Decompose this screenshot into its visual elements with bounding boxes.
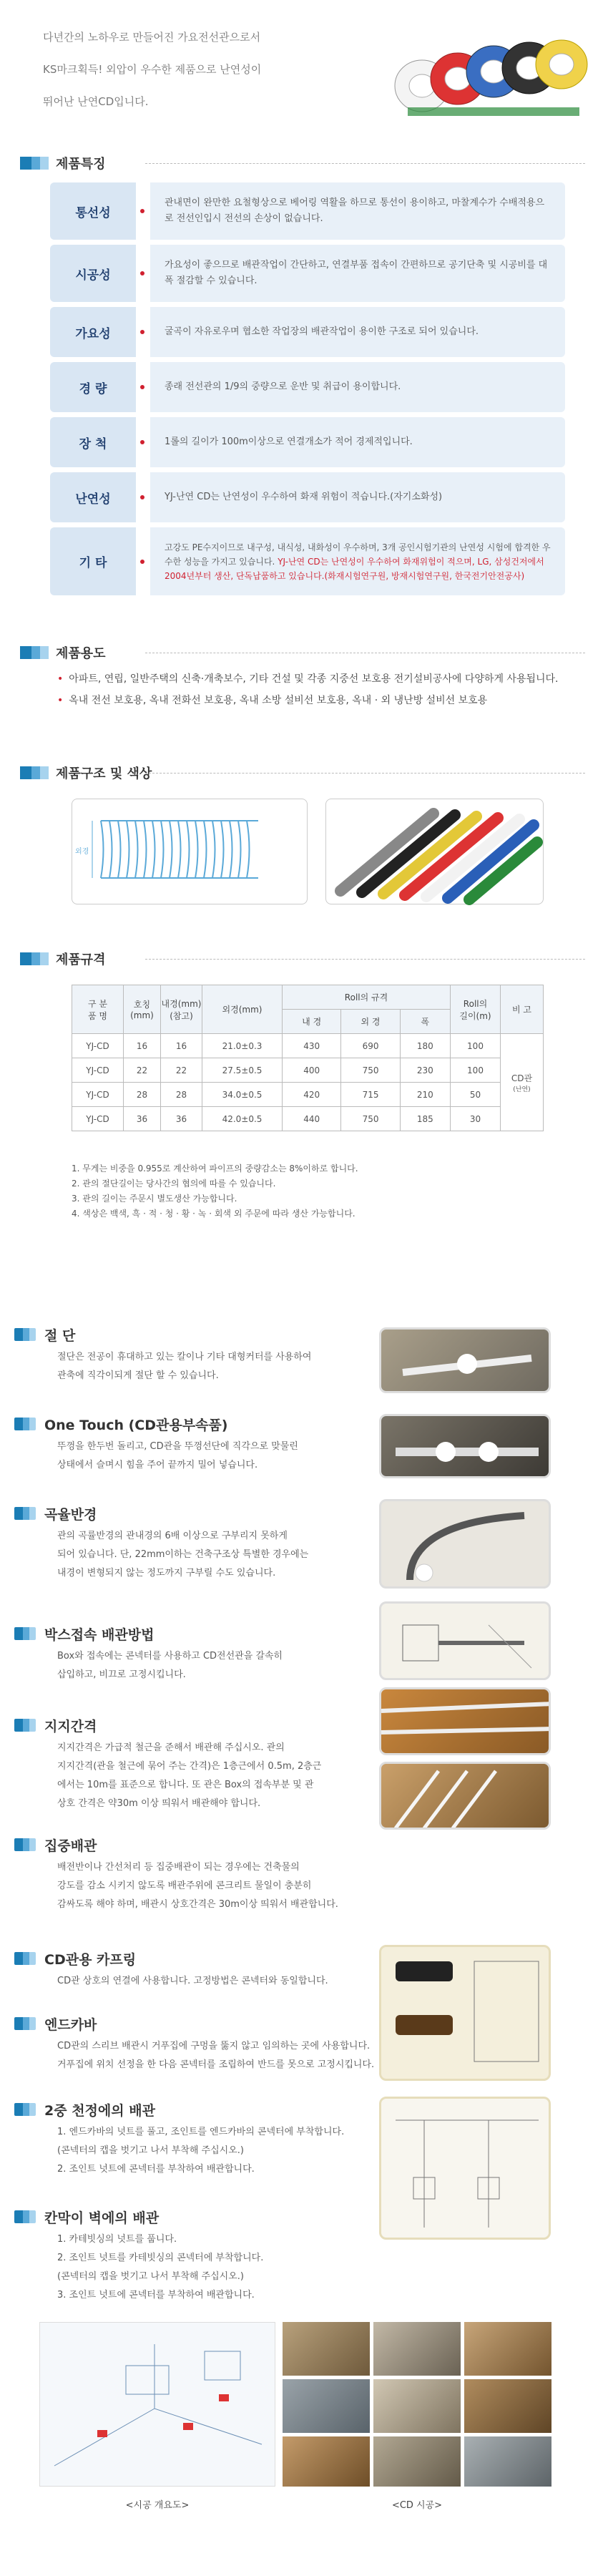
pipe-structure-diagram [72,799,308,904]
box-connection-diagram [379,1601,551,1680]
features-header [20,152,585,174]
construction-title: 절 단 [44,1325,75,1345]
construction-title: 2중 천정에의 배관 [44,2100,155,2119]
spec-header-cell: Roll의 길이(m) [451,985,501,1034]
feature-desc: YJ-난연 CD는 난연성이 우수하여 화재 위험이 적습니다.(자기소화성) [150,472,565,522]
feature-desc: 고강도 PE수지이므로 내구성, 내식성, 내화성이 우수하며, 3개 공인시험기관의 난연성 시험에 합격한 우수한 성능을 가지고 있습니다. YJ-난연 CD는 난연성이 우수하여 화재위험이 적으며, LG, 삼성건저에서 2004년부터 생산, 단독납품하고 있습니다.(화재시험연구원, 방재시험연구원, 한국전기안전공사) [150,527,565,595]
spec-remark: CD관 (난연) [501,1034,544,1131]
feature-label: 난연성 [50,472,136,522]
intro-line: 다년간의 노하우로 만들어진 가요전선관으로서 [43,31,261,44]
construction-body: CD관 상호의 연결에 사용합니다. 고정방법은 콘넥터와 동일합니다. [57,1976,328,1986]
feature-row [50,417,565,467]
feature-label: 통선성 [50,182,136,240]
site-photo [283,2322,370,2376]
site-photo [464,2436,551,2487]
usage-item: • 옥내 전선 보호용, 옥내 전화선 보호용, 옥내 소방 설비선 보호용, 옥내 · 외 냉난방 설비선 보호용 [57,693,487,707]
divider [145,773,585,774]
onetouch-photo [379,1414,551,1478]
red-dot-icon [140,271,144,275]
construction-body: 뚜껑을 한두번 돌리고, CD관을 뚜껑선단에 직각으로 맞물린 상태에서 슬며시 힘을 주어 끝까지 밀어 넣습니다. [57,1441,298,1470]
site-photo [464,2379,551,2433]
section-bullet-icon [20,646,49,659]
coupling-endcover-photo [379,1945,551,2081]
construction-body: CD관의 스리브 배관시 거푸집에 구멍을 뚫지 않고 임의하는 곳에 사용합니다. 거푸집에 위치 선정을 한 다음 콘넥터를 조립하여 반드를 못으로 고정시킵니다. [57,2041,375,2070]
construction-body: Box와 접속에는 콘넥터를 사용하고 CD전선관을 갈속히 삽입하고, 비끄로 고정시킵니다. [57,1651,283,1680]
feature-desc: 1롤의 길이가 100m이상으로 연결개소가 적어 경제적입니다. [150,417,565,467]
red-dot-icon [140,385,144,389]
red-dot-icon [140,330,144,334]
construction-body: 1. 엔드카바의 넛트를 풀고, 조인트를 엔드카바의 콘넥터에 부착합니다. (콘넥터의 캡을 벗기고 나서 부착해 주십시오.) 2. 조인트 넛트에 콘넥터를 부착하여 배관합니다. [57,2127,345,2175]
construction-title: 칸막이 벽에의 배관 [44,2207,159,2227]
spec-header-cell: 호칭(mm) [124,985,161,1034]
features-title: 제품특징 [56,157,106,172]
cutting-photo [379,1327,551,1393]
caption-right: <CD 시공> [391,2500,443,2511]
product-rolls-image [379,7,594,129]
construction-body: 지지간격은 가급적 철근을 준해서 배관해 주십시오. 관의 지지간격(관을 철근에 묶어 주는 간격)은 1층근에서 0.5m, 2층근 에서는 10m를 표준으로 합니다. 또 관은 Box의 접속부분 및 관 상호 간격은 약30m 이상 띄워서 배관해야 합니다. [57,1742,322,1809]
table-row: YJ-CD 16 16 21.0±0.3 430 690 180 100 CD관 (난연) [72,1034,544,1058]
feature-desc: 관내면이 완만한 요철형상으로 베어링 역활을 하므로 통선이 용이하고, 마찰계수가 수배적용으로 전선인입시 전선의 손상이 없습니다. [150,182,565,240]
feature-row [50,362,565,412]
usage-header [20,642,585,663]
construction-body: 배전반이나 간선처리 등 집중배관이 되는 경우에는 건축물의 강도를 감소 시키지 않도록 배관주위에 콘크리트 물일이 충분히 감싸도록 해야 하며, 배관시 상호간격은 30m이상 띄워서 배관합니다. [57,1862,338,1910]
concentrated-piping-photo [379,1762,551,1830]
spec-header-cell: 내 경 [283,1010,341,1034]
construction-title: 엔드카바 [44,2014,97,2034]
construction-title: One Touch (CD관용부속품) [44,1415,227,1434]
red-dot-icon [140,209,144,213]
site-photo [283,2379,370,2433]
spec-header-cell: 폭 [400,1010,450,1034]
feature-row [50,307,565,357]
support-interval-photo [379,1687,551,1755]
red-dot-icon [140,495,144,499]
feature-label: 시공성 [50,245,136,302]
spec-header-cell: 외경(mm) [202,985,283,1034]
ceiling-wall-diagram [379,2097,551,2240]
feature-row [50,182,565,240]
divider [145,163,585,164]
spec-header-cell: Roll의 규격 [283,985,451,1010]
feature-label: 장 척 [50,417,136,467]
structure-header [20,762,585,784]
construction-title: 곡율반경 [44,1504,97,1523]
table-row: YJ-CD 36 36 42.0±0.5 440 750 185 30 [72,1107,544,1131]
construction-title: 박스접속 배관방법 [44,1624,154,1644]
red-dot-icon [140,440,144,444]
feature-label: 기 타 [50,527,136,595]
construction-body: 절단은 전공이 휴대하고 있는 칼이나 기타 대형커터를 사용하여 관축에 직각이되게 절단 할 수 있습니다. [57,1352,312,1381]
spec-header-cell: 구 분 품 명 [72,985,124,1034]
diagram-label: 외경 [75,848,89,856]
spec-header [20,948,585,970]
feature-row [50,472,565,522]
divider [145,959,585,960]
feature-row [50,527,565,595]
construction-body: 관의 곡률반경의 관내경의 6배 이상으로 구부리지 못하게 되어 있습니다. 단, 22mm이하는 건축구조상 특별한 경우에는 내경이 변형되지 않는 정도까지 구부릴 수도 있습니다. [57,1531,309,1579]
section-bullet-icon [20,952,49,965]
spec-title: 제품규격 [56,952,106,967]
spec-header-cell: 비 고 [501,985,544,1034]
bending-photo [379,1499,551,1589]
spec-notes: 1. 무게는 비중을 0.955로 계산하여 파이프의 중량감소는 8%이하로 합니다. 2. 관의 절단길이는 당사간의 협의에 따를 수 있습니다. 3. 관의 길이는 주문시 별도생산 가능합니다. 4. 색상은 백색, 흑 · 적 · 청 · 황 · 녹 · 회색 외 주문에 따라 생산 가능합니다. [72,1163,358,1219]
spec-table [72,985,544,1131]
table-row: YJ-CD 22 22 27.5±0.5 400 750 230 100 [72,1058,544,1083]
feature-desc: 종래 전선관의 1/9의 중량으로 운반 및 취급이 용이합니다. [150,362,565,412]
site-photo [373,2379,461,2433]
spec-header-cell: 내경(mm) (참고) [161,985,202,1034]
structure-title: 제품구조 및 색상 [56,766,152,781]
feature-desc: 가요성이 좋으므로 배관작업이 간단하고, 연결부품 접속이 간편하므로 공기단축 및 시공비를 대폭 절감할 수 있습니다. [150,245,565,302]
construction-title: 집중배관 [44,1835,97,1855]
usage-item: • 아파트, 연립, 일반주택의 신축·개축보수, 기타 건설 및 각종 지중선 보호용 전기설비공사에 다양하게 사용됩니다. [57,671,559,686]
caption-left: <시공 개요도> [125,2500,190,2511]
site-photo [464,2322,551,2376]
construction-body: 1. 카테빗싱의 넛트를 풉니다. 2. 조인트 넛트를 카테빗싱의 콘넥터에 부착합니다. (콘넥터의 캡을 벗기고 나서 부착해 주십시오.) 3. 조인트 넛트에 콘넥터를 부착하여 배관합니다. [57,2234,264,2301]
feature-label: 경 량 [50,362,136,412]
feature-label: 가요성 [50,307,136,357]
construction-title: CD관용 카프링 [44,1949,136,1968]
intro-text [43,21,386,118]
usage-title: 제품용도 [56,646,106,661]
site-photo [373,2436,461,2487]
feature-desc: 굴곡이 자유로우며 협소한 작업장의 배관작업이 용이한 구조로 되어 있습니다. [150,307,565,357]
pipe-colors-image [325,799,544,904]
intro-line: 뛰어난 난연CD입니다. [43,95,149,108]
site-photo [373,2322,461,2376]
feature-row [50,245,565,302]
spec-header-cell: 외 경 [341,1010,400,1034]
section-bullet-icon [20,766,49,779]
construction-title: 지지간격 [44,1716,97,1735]
construction-overview-diagram [39,2322,275,2487]
table-row: YJ-CD 28 28 34.0±0.5 420 715 210 50 [72,1083,544,1107]
red-dot-icon [140,560,144,564]
site-photo [283,2436,370,2487]
intro-line: KS마크획득! 외압이 우수한 제품으로 난연성이 [43,63,262,76]
section-bullet-icon [20,157,49,170]
